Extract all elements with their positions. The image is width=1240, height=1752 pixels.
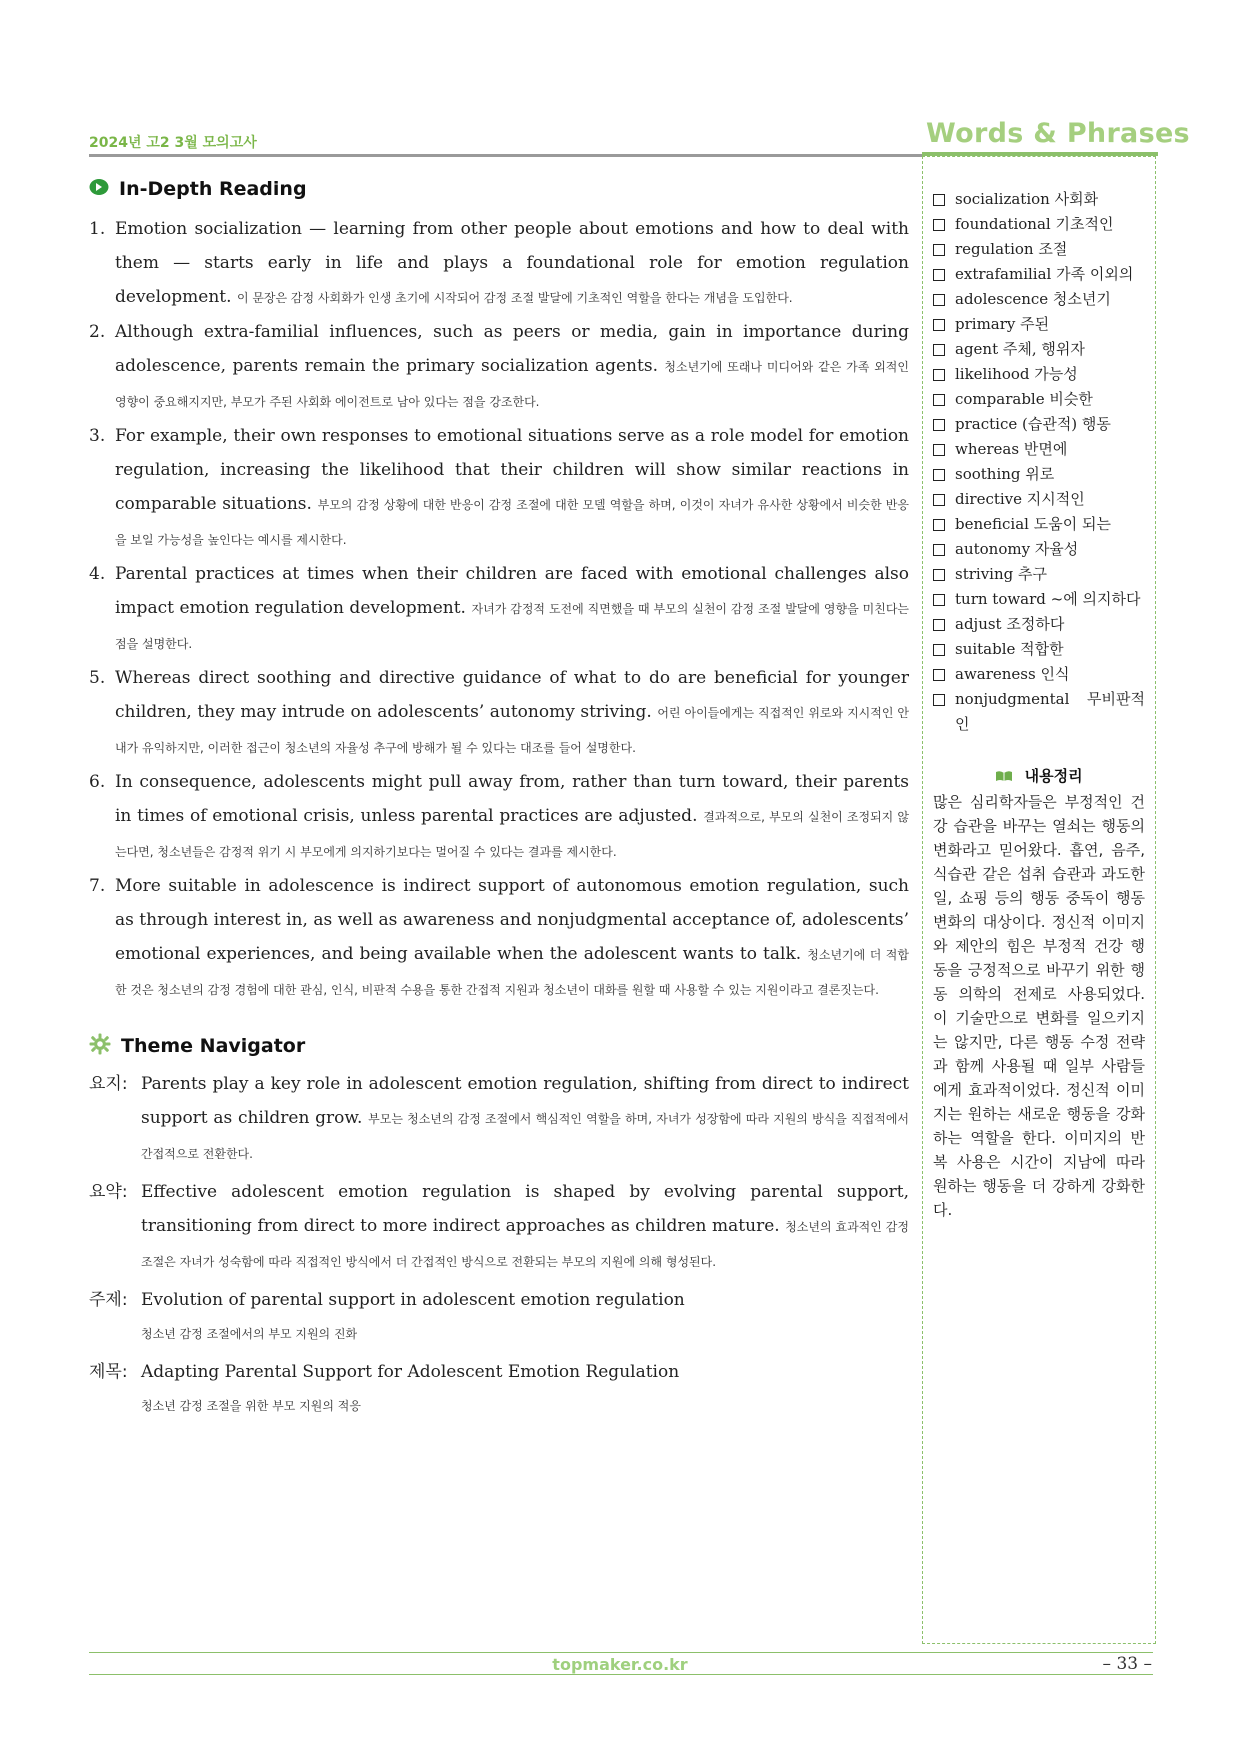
item-number: 2. [89, 322, 106, 342]
word-item [933, 587, 1145, 612]
footer-divider-bottom [89, 1674, 1153, 1675]
word-text: foundational 기초적인 [955, 215, 1114, 233]
checkbox-icon[interactable] [933, 619, 945, 631]
item-korean: 청소년기에 더 적합한 것은 청소년의 감정 경험에 대한 관심, 인식, 비판적 수용을 통한 간접적 지원과 청소년이 대화를 원할 때 사용할 수 있는 지원이라고 결론짓는다. [115, 948, 909, 997]
word-text: striving 추구 [955, 565, 1047, 583]
item-number: 7. [89, 876, 106, 896]
word-item [933, 362, 1145, 387]
word-text: soothing 위로 [955, 465, 1055, 483]
checkbox-icon[interactable] [933, 244, 945, 256]
item-english: Whereas direct soothing and directive guidance of what to do are beneficial for younger children, they may intrude on adolescents’ autonomy striving. [115, 668, 909, 722]
item-english: More suitable in adolescence is indirect support of autonomous emotion regulation, such as through interest in, as well as awareness and nonjudgmental acceptance of, adolescents’ emotional experiences, and being available when the adolescent wants to talk. [115, 876, 909, 964]
word-item [933, 287, 1145, 312]
checkbox-icon[interactable] [933, 594, 945, 606]
item-text [115, 212, 909, 315]
theme-body [141, 1355, 909, 1423]
reading-item [89, 765, 909, 869]
theme-english: Adapting Parental Support for Adolescent Emotion Regulation [141, 1362, 680, 1382]
item-text [115, 661, 909, 765]
theme-label: 주제: [89, 1290, 128, 1310]
checkbox-icon[interactable] [933, 469, 945, 481]
checkbox-icon[interactable] [933, 219, 945, 231]
word-item [933, 237, 1145, 262]
word-item [933, 187, 1145, 212]
item-text [115, 869, 909, 1007]
word-text: socialization 사회화 [955, 190, 1099, 208]
word-text: regulation 조절 [955, 240, 1068, 258]
theme-korean: 청소년의 효과적인 감정 조절은 자녀가 성숙함에 따라 직접적인 방식에서 더 간접적인 방식으로 전환되는 부모의 지원에 의해 형성된다. [141, 1220, 909, 1269]
checkbox-icon[interactable] [933, 694, 945, 706]
theme-row [89, 1283, 909, 1351]
item-number: 5. [89, 668, 106, 688]
word-text: nonjudgmental 무비판적인 [955, 690, 1145, 733]
item-number: 4. [89, 564, 106, 584]
checkbox-icon[interactable] [933, 369, 945, 381]
word-text: turn toward ~에 의지하다 [955, 590, 1141, 608]
item-korean: 청소년기에 또래나 미디어와 같은 가족 외적인 영향이 중요해지지만, 부모가 주된 사회화 에이전트로 남아 있다는 점을 강조한다. [115, 360, 909, 409]
exam-title: 2024년 고2 3월 모의고사 [89, 135, 257, 151]
summary-title: 내용정리 [1024, 767, 1083, 785]
word-text: comparable 비슷한 [955, 390, 1093, 408]
checkbox-icon[interactable] [933, 319, 945, 331]
gear-icon [89, 1033, 111, 1060]
word-text: practice (습관적) 행동 [955, 415, 1111, 433]
theme-label: 요지: [89, 1074, 128, 1094]
word-item [933, 537, 1145, 562]
item-korean: 결과적으로, 부모의 실천이 조정되지 않는다면, 청소년들은 감정적 위기 시 부모에게 의지하기보다는 멀어질 수 있다는 결과를 제시한다. [115, 810, 909, 859]
item-text [115, 315, 909, 419]
item-english: Parental practices at times when their children are faced with emotional challenges also impact emotion regulation development. [115, 564, 909, 618]
checkbox-icon[interactable] [933, 569, 945, 581]
summary-text: 많은 심리학자들은 부정적인 건강 습관을 바꾸는 열쇠는 행동의 변화라고 믿어왔다. 흡연, 음주, 식습관 같은 섭취 습관과 과도한 일, 쇼핑 등의 행동 중독이 행동 변화의 대상이다. 정신적 이미지와 제안의 힘은 부정적 건강 행동을 긍정적으로 바꾸기 위한 행동 의학의 전제로 사용되었다. 이 기술만으로 변화를 일으키지는 않지만, 다른 행동 수정 전략과 함께 사용될 때 일부 사람들에게 효과적이었다. 정신적 이미지는 원하는 새로운 행동을 강화하는 역할을 한다. 이미지의 반복 사용은 시간이 지남에 따라 원하는 행동을 더 강하게 강화한다. [933, 793, 1145, 1219]
theme-label: 요약: [89, 1182, 128, 1202]
word-text: awareness 인식 [955, 665, 1070, 683]
theme-korean: 청소년 감정 조절에서의 부모 지원의 진화 [141, 1327, 358, 1341]
item-text [115, 765, 909, 869]
reading-item [89, 315, 909, 419]
item-text [115, 557, 909, 661]
item-korean: 부모의 감정 상황에 대한 반응이 감정 조절에 대한 모델 역할을 하며, 이것이 자녀가 유사한 상황에서 비슷한 반응을 보일 가능성을 높인다는 예시를 제시한다. [115, 498, 909, 547]
reading-list [89, 212, 909, 1007]
theme-label: 제목: [89, 1362, 128, 1382]
item-text [115, 419, 909, 557]
summary-heading [923, 765, 1155, 786]
checkbox-icon[interactable] [933, 344, 945, 356]
word-item [933, 262, 1145, 287]
item-english: Emotion socialization — learning from other people about emotions and how to deal with them — starts early in life and plays a foundational role for emotion regulation development. [115, 219, 909, 307]
in-depth-reading-heading [89, 172, 909, 206]
footer-divider-top [89, 1652, 1153, 1653]
theme-korean: 부모는 청소년의 감정 조절에서 핵심적인 역할을 하며, 자녀가 성장함에 따라 지원의 방식을 직접적에서 간접적으로 전환한다. [141, 1112, 910, 1161]
word-item [933, 312, 1145, 337]
reading-item [89, 557, 909, 661]
item-english: Although extra-familial influences, such as peers or media, gain in importance during adolescence, parents remain the primary socialization agents. [115, 322, 909, 376]
item-number: 1. [89, 219, 106, 239]
word-text: likelihood 가능성 [955, 365, 1078, 383]
reading-item [89, 212, 909, 315]
section-title: In-Depth Reading [119, 178, 307, 200]
footer-site[interactable]: topmaker.co.kr [552, 1655, 688, 1674]
checkbox-icon[interactable] [933, 419, 945, 431]
item-number: 6. [89, 772, 106, 792]
word-item [933, 637, 1145, 662]
item-english: For example, their own responses to emotional situations serve as a role model for emotion regulation, increasing the likelihood that their children will show similar reactions in comparable situations. [115, 426, 909, 514]
word-text: extrafamilial 가족 이외의 [955, 265, 1134, 283]
checkbox-icon[interactable] [933, 269, 945, 281]
words-phrases-title: Words & Phrases [926, 118, 1190, 149]
item-english: In consequence, adolescents might pull away from, rather than turn toward, their parents in times of emotional crisis, unless parental practices are adjusted. [115, 772, 909, 826]
words-sidebar [922, 156, 1156, 1644]
word-text: whereas 반면에 [955, 440, 1068, 458]
arrow-circle-icon [89, 178, 109, 201]
checkbox-icon[interactable] [933, 544, 945, 556]
item-korean: 어린 아이들에게는 직접적인 위로와 지시적인 안내가 유익하지만, 이러한 접근이 청소년의 자율성 추구에 방해가 될 수 있다는 대조를 들어 설명한다. [115, 706, 910, 755]
theme-korean: 청소년 감정 조절을 위한 부모 지원의 적응 [141, 1399, 361, 1413]
reading-item [89, 419, 909, 557]
theme-rows [89, 1067, 909, 1423]
theme-row [89, 1355, 909, 1423]
checkbox-icon[interactable] [933, 444, 945, 456]
page-number: – 33 – [1102, 1654, 1152, 1674]
word-text: adolescence 청소년기 [955, 290, 1111, 308]
word-text: suitable 적합한 [955, 640, 1064, 658]
word-item [933, 437, 1145, 462]
checkbox-icon[interactable] [933, 494, 945, 506]
theme-navigator [89, 1029, 909, 1423]
word-item [933, 662, 1145, 687]
word-text: agent 주체, 행위자 [955, 340, 1085, 358]
checkbox-icon[interactable] [933, 669, 945, 681]
theme-title: Theme Navigator [121, 1035, 306, 1057]
item-number: 3. [89, 426, 106, 446]
checkbox-icon[interactable] [933, 194, 945, 206]
reading-item [89, 869, 909, 1007]
word-list [923, 187, 1155, 737]
word-item [933, 687, 1145, 737]
theme-english: Evolution of parental support in adolescent emotion regulation [141, 1290, 685, 1310]
theme-body [141, 1067, 909, 1171]
word-item [933, 387, 1145, 412]
word-item [933, 212, 1145, 237]
theme-navigator-heading [89, 1029, 909, 1063]
checkbox-icon[interactable] [933, 644, 945, 656]
theme-english: Parents play a key role in adolescent emotion regulation, shifting from direct to indirect support as children grow. [141, 1074, 909, 1128]
theme-english: Effective adolescent emotion regulation is shaped by evolving parental support, transitioning from direct to more indirect approaches as children mature. [141, 1182, 909, 1236]
word-item [933, 487, 1145, 512]
book-icon [995, 768, 1013, 786]
theme-body [141, 1283, 909, 1351]
word-item [933, 412, 1145, 437]
word-text: beneficial 도움이 되는 [955, 515, 1111, 533]
theme-body [141, 1175, 909, 1279]
checkbox-icon[interactable] [933, 519, 945, 531]
word-item [933, 462, 1145, 487]
word-text: adjust 조정하다 [955, 615, 1065, 633]
checkbox-icon[interactable] [933, 394, 945, 406]
checkbox-icon[interactable] [933, 294, 945, 306]
reading-item [89, 661, 909, 765]
word-item [933, 337, 1145, 362]
theme-row [89, 1067, 909, 1171]
word-text: primary 주된 [955, 315, 1050, 333]
item-korean: 자녀가 감정적 도전에 직면했을 때 부모의 실천이 감정 조절 발달에 영향을 미친다는 점을 설명한다. [115, 602, 910, 651]
main-content [89, 172, 909, 1423]
word-text: autonomy 자율성 [955, 540, 1079, 558]
word-item [933, 612, 1145, 637]
word-text: directive 지시적인 [955, 490, 1085, 508]
theme-row [89, 1175, 909, 1279]
word-item [933, 512, 1145, 537]
item-korean: 이 문장은 감정 사회화가 인생 초기에 시작되어 감정 조절 발달에 기초적인 역할을 한다는 개념을 도입한다. [236, 291, 793, 305]
word-item [933, 562, 1145, 587]
